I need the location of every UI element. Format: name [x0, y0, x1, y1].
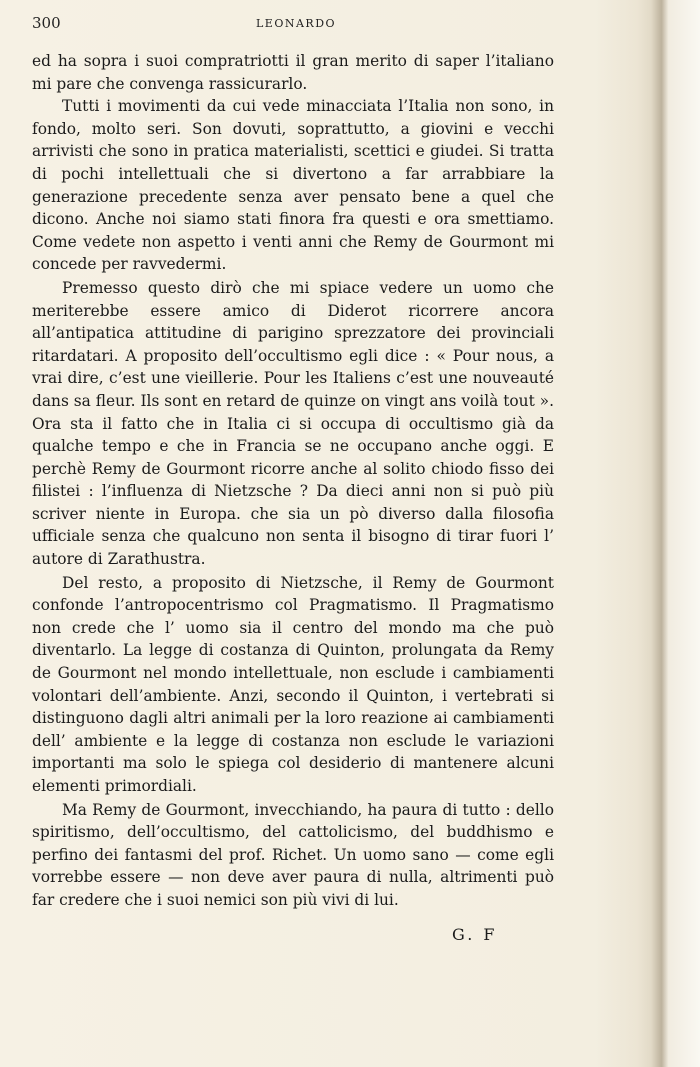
paragraph: Tutti i movimenti da cui vede minacciata l’Italia non sono, in fondo, molto seri. Son dovuti, soprattutto, a giovini e vecchi arrivisti che sono in pratica materialisti, scettici e giudei. Si tratta di pochi intellettuali che si divertono a far arrabbiare la generazione precedente senza aver pensato bene a quel che dicono. Anche noi siamo stati finora fra questi e ora smettiamo. Come vedete non aspetto i venti anni che Remy de Gourmont mi concede per ravvedermi. — [32, 97, 554, 274]
article-body — [32, 50, 554, 912]
page-number: 300 — [32, 14, 61, 32]
paragraph: Premesso questo dirò che mi spiace vedere un uomo che meriterebbe essere amico di Diderot ricorrere ancora all’antipatica attitudine di parigino sprezzatore dei provinciali ritardatari. A proposito dell’occultismo egli dice : « Pour nous, a vrai dire, c’est une vieillerie. Pour les Italiens c’est une nouveauté dans sa fleur. Ils sont en retard de quinze on vingt ans voilà tout ». Ora sta il fatto che in Italia ci si occupa di occultismo già da qualche tempo e che in Francia se ne occupano anche oggi. E perchè Remy de Gourmont ricorre anche al solito chiodo fisso dei filistei : l’influenza di Nietzsche ? Da dieci anni non si può più scriver niente in Europa. che sia un pò diverso dalla filosofia ufficiale senza che qualcuno non senta il bisogno di tirar fuori l’ autore di Zarathustra. — [32, 278, 554, 569]
author-signature: G. F — [452, 925, 498, 944]
running-title: LEONARDO — [256, 17, 337, 30]
paragraph: Del resto, a proposito di Nietzsche, il Remy de Gourmont confonde l’antropocentrismo col Pragmatismo. Il Pragmatismo non crede che l’ uomo sia il centro del mondo ma che può diventarlo. La legge di costanza di Quinton, prolungata da Remy de Gourmont nel mondo intellettuale, non esclude i cambiamenti volontari dell’ambiente. Anzi, secondo il Quinton, i vertebrati si distinguono dagli altri animali per la loro reazione ai cambiamenti dell’ ambiente e la legge di costanza non esclude le variazioni importanti ma solo le spiega col desiderio di mantenere alcuni elementi primordiali. — [32, 573, 554, 795]
paragraph: ed ha sopra i suoi compratriotti il gran merito di saper l’italiano mi pare che convenga rassicurarlo. — [32, 52, 554, 93]
paragraph: Ma Remy de Gourmont, invecchiando, ha paura di tutto : dello spiritismo, dell’occultismo, del cattolicismo, del buddhismo e perfino dei fantasmi del prof. Richet. Un uomo sano — come egli vorrebbe essere — non deve aver paura di nulla, altrimenti può far credere che i suoi nemici son più vivi di lui. — [32, 800, 554, 909]
